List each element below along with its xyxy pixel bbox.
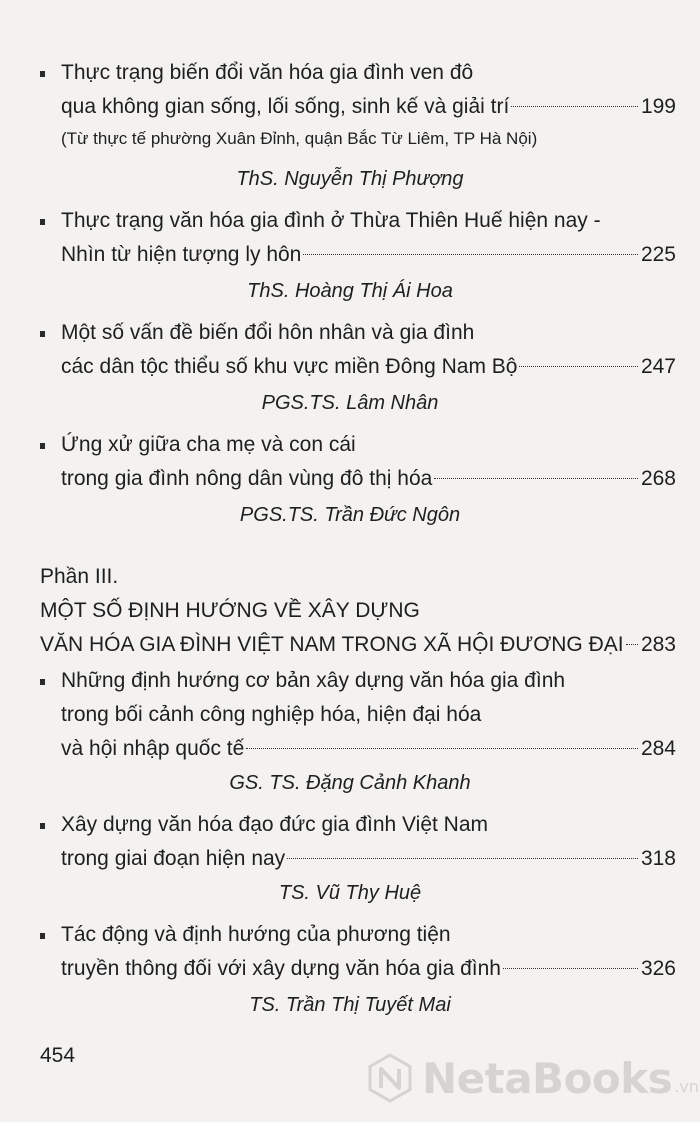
- entry-note: (Từ thực tế phường Xuân Đỉnh, quận Bắc Từ Liêm, TP Hà Nội): [61, 129, 538, 148]
- entry-title-line1: Thực trạng văn hóa gia đình ở Thừa Thiên Huế hiện nay -: [61, 209, 601, 232]
- entry-title-line1: Tác động và định hướng của phương tiện: [61, 923, 451, 946]
- netabooks-watermark: [364, 1046, 699, 1110]
- entry-title-line2: Nhìn từ hiện tượng ly hôn: [61, 243, 302, 266]
- entry-title-line3: và hội nhập quốc tế: [61, 737, 245, 760]
- part-title-line2: VĂN HÓA GIA ĐÌNH VIỆT NAM TRONG XÃ HỘI ĐƯƠNG ĐẠI: [40, 633, 624, 656]
- leader-dots: [519, 366, 638, 367]
- entry-page-number: 199: [640, 95, 676, 118]
- bullet-icon: [40, 219, 45, 225]
- toc-entry: [40, 316, 676, 384]
- part-page-number: 283: [640, 633, 676, 656]
- entry-page-number: 326: [640, 957, 676, 980]
- entry-title-line2: trong gia đình nông dân vùng đô thị hóa: [61, 467, 433, 490]
- toc-entry: [40, 664, 676, 766]
- entry-title-line2: qua không gian sống, lối sống, sinh kế và giải trí: [61, 95, 510, 118]
- bullet-icon: [40, 933, 45, 939]
- bullet-icon: [40, 71, 45, 77]
- entry-page-number: 268: [640, 467, 676, 490]
- toc-entry: [40, 204, 676, 272]
- entry-author: TS. Vũ Thy Huệ: [278, 882, 422, 904]
- leader-dots: [626, 644, 638, 645]
- entry-title-line2: trong bối cảnh công nghiệp hóa, hiện đại hóa: [61, 703, 482, 726]
- bullet-icon: [40, 823, 45, 829]
- entry-author: TS. Trần Thị Tuyết Mai: [249, 994, 451, 1016]
- toc-entry: [40, 56, 676, 154]
- leader-dots: [303, 254, 638, 255]
- part-title-line1: MỘT SỐ ĐỊNH HƯỚNG VỀ XÂY DỰNG: [40, 599, 420, 622]
- entry-page-number: 225: [640, 243, 676, 266]
- entry-author: ThS. Hoàng Thị Ái Hoa: [247, 280, 453, 302]
- entry-author: GS. TS. Đặng Cảnh Khanh: [229, 772, 471, 794]
- toc-entry: [40, 428, 676, 496]
- entry-title-line2: truyền thông đối với xây dựng văn hóa gia đình: [61, 957, 501, 980]
- entry-title-line1: Xây dựng văn hóa đạo đức gia đình Việt Nam: [61, 813, 489, 836]
- toc-entry: [40, 918, 676, 986]
- entry-author: PGS.TS. Trần Đức Ngôn: [239, 504, 461, 526]
- bullet-icon: [40, 331, 45, 337]
- entry-author: ThS. Nguyễn Thị Phượng: [236, 168, 464, 190]
- leader-dots: [511, 106, 638, 107]
- leader-dots: [287, 858, 638, 859]
- watermark-brand: NetaBooks: [422, 1053, 673, 1103]
- leader-dots: [434, 478, 638, 479]
- entry-title-line2: trong giai đoạn hiện nay: [61, 847, 286, 870]
- entry-page-number: 284: [640, 737, 676, 760]
- toc-entry: [40, 808, 676, 876]
- bullet-icon: [40, 443, 45, 449]
- entry-title-line1: Ứng xử giữa cha mẹ và con cái: [61, 433, 356, 456]
- entry-page-number: 247: [640, 355, 676, 378]
- leader-dots: [246, 748, 638, 749]
- entry-title-line1: Một số vấn đề biến đổi hôn nhân và gia đình: [61, 321, 475, 344]
- watermark-suffix: .vn: [674, 1077, 699, 1096]
- entry-title-line1: Thực trạng biến đổi văn hóa gia đình ven đô: [61, 61, 474, 84]
- leader-dots: [503, 968, 638, 969]
- entry-author: PGS.TS. Lâm Nhân: [261, 392, 439, 414]
- part-label: Phần III.: [40, 565, 119, 588]
- entry-title-line2: các dân tộc thiểu số khu vực miền Đông Nam Bộ: [61, 355, 518, 378]
- netabooks-logo-icon: [364, 1052, 416, 1104]
- entry-title-line1: Những định hướng cơ bản xây dựng văn hóa gia đình: [61, 669, 566, 692]
- bullet-icon: [40, 679, 45, 685]
- page-number: 454: [40, 1044, 76, 1067]
- part-heading: [40, 560, 676, 662]
- entry-page-number: 318: [640, 847, 676, 870]
